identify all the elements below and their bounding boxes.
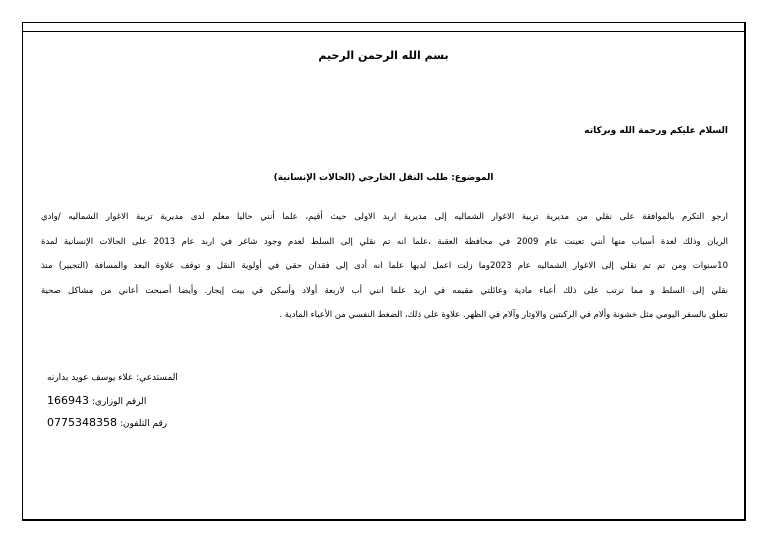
applicant-line: المستدعي: علاء يوسف عويد بدارنه [47, 373, 178, 383]
letter-body [41, 205, 728, 328]
body-line-2: الريان وذلك لعدة أسباب منها أنني تعينت عام 2009 في محافظة العقبة ،علما انه تم نقلي إلى السلط لعدم وجود شاغر في اربد عام 2013 على الحالات الإنسانية لمدة [41, 236, 728, 247]
body-line-4: نقلي إلى السلط و مما ترتب على ذلك أعباء مادية وعائلتي مقيمه في اربد علما انني أب لاربعة أولاد وأسكن في بيت إيجار. وأيضا أصبحت أعاني من مشاكل صحية [41, 285, 728, 296]
ministry-number-value: 166943 [47, 394, 89, 407]
body-line-1: ارجو التكرم بالموافقة على نقلي من مديرية تربية الاغوار الشماليه إلى مديرية اربد الاولى حيث أقيم، علما أنني حاليا معلم لدى مديرية تربية الاغوار الشماليه /وادي [41, 212, 728, 222]
basmala-heading: بسم الله الرحمن الرحيم [318, 49, 449, 62]
ministry-number-line [47, 394, 146, 407]
subject-line: الموضوع: طلب النقل الخارجي (الحالات الإنسانية) [273, 173, 494, 183]
greeting-line: السلام عليكم ورحمة الله وبركاته [584, 126, 728, 136]
phone-number-value: 0775348358 [47, 416, 117, 429]
phone-number-line [47, 416, 167, 429]
body-line-3: 10سنوات ومن تم تم نقلي إلى الاغوار الشماليه عام 2023وما زلت اعمل لديها علما انه أدى إلى فقدان حقي في أولوية النقل و توقف علاوة البعد والمسافة (التجيير) منذ [41, 261, 728, 272]
body-line-5: تتعلق بالسفر اليومي مثل خشونة وألام في الركبتين والاوتار وآلام في الظهر. علاوة على ذلك، الضغط النفسي من الأعباء المادية . [279, 310, 728, 321]
phone-number-label: رقم التلفون: [119, 419, 168, 429]
header-rule [23, 31, 744, 32]
letter-page [22, 22, 746, 521]
ministry-number-label: الرقم الوزاري: [91, 397, 147, 407]
